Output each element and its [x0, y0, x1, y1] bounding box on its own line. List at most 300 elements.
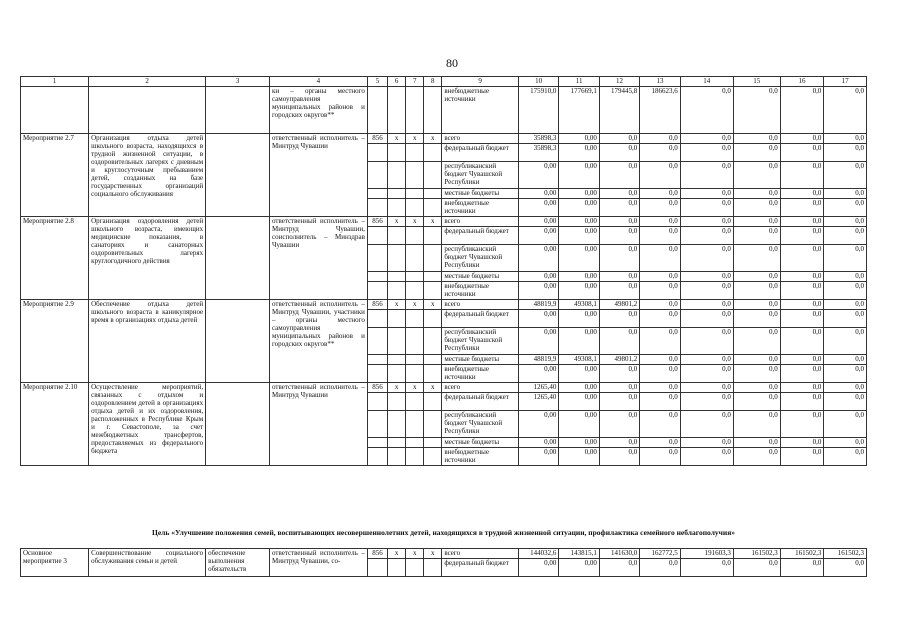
value-cell: 0,0 [824, 87, 867, 134]
table-cell [424, 245, 442, 272]
responsible-cell: ответственный исполнитель – Минтруд Чувашии, со- [269, 549, 367, 577]
value-cell: 0,0 [780, 448, 824, 466]
table-cell [206, 87, 270, 134]
value-cell: 0,0 [640, 144, 680, 162]
value-cell: 0,0 [824, 383, 867, 393]
value-cell: 0,0 [599, 199, 639, 217]
value-cell: 0,0 [824, 282, 867, 300]
code-cell: x [424, 300, 442, 310]
table-cell [388, 393, 406, 411]
value-cell: 0,0 [680, 383, 733, 393]
value-cell: 0,0 [733, 282, 780, 300]
value-cell: 0,0 [733, 162, 780, 189]
value-cell: 0,00 [518, 272, 558, 282]
source-cell: республиканский бюджет Чувашской Республики [442, 411, 519, 438]
responsible-cell: ответственный исполнитель – Минтруд Чувашии [269, 134, 367, 217]
responsible-cell: ответственный исполнитель – Минтруд Чувашии, участники – органы местного самоуправления муниципальных районов и городских округов** [269, 300, 367, 383]
value-cell: 0,0 [780, 189, 824, 199]
empty-cell [206, 300, 270, 383]
table-cell [367, 411, 387, 438]
value-cell: 0,0 [599, 383, 639, 393]
value-cell: 35898,3 [518, 134, 558, 144]
table-row [21, 300, 867, 310]
value-cell: 0,00 [518, 448, 558, 466]
value-cell: 0,0 [599, 245, 639, 272]
value-cell: 0,00 [559, 199, 599, 217]
header-cell: 4 [269, 77, 367, 87]
value-cell: 0,0 [824, 162, 867, 189]
table-cell [388, 328, 406, 355]
value-cell: 0,00 [559, 189, 599, 199]
program-table-continued [20, 548, 867, 577]
table-cell [406, 199, 424, 217]
value-cell: 0,0 [824, 438, 867, 448]
value-cell: 0,0 [680, 355, 733, 365]
table-cell [388, 365, 406, 383]
table-cell [388, 438, 406, 448]
source-cell: федеральный бюджет [442, 559, 519, 577]
value-cell: 0,00 [559, 438, 599, 448]
responsible-cell: ответственный исполнитель – Минтруд Чувашии [269, 383, 367, 466]
header-cell: 6 [388, 77, 406, 87]
header-cell: 7 [406, 77, 424, 87]
header-cell: 17 [824, 77, 867, 87]
empty-cell [206, 217, 270, 300]
value-cell: 0,0 [733, 559, 780, 577]
value-cell: 0,0 [599, 134, 639, 144]
value-cell: 0,0 [824, 245, 867, 272]
value-cell: 0,0 [640, 559, 680, 577]
value-cell: 0,0 [824, 272, 867, 282]
activity-id: Мероприятие 2.8 [21, 217, 89, 300]
table-cell [424, 438, 442, 448]
value-cell: 0,0 [733, 245, 780, 272]
empty-cell [206, 383, 270, 466]
value-cell: 49801,2 [599, 355, 639, 365]
value-cell: 0,0 [780, 559, 824, 577]
value-cell: 0,0 [733, 355, 780, 365]
source-cell: всего [442, 300, 519, 310]
value-cell: 0,0 [640, 245, 680, 272]
value-cell: 0,00 [518, 328, 558, 355]
activity-id: Мероприятие 2.10 [21, 383, 89, 466]
goal-heading: Цель «Улучшение положения семей, воспитывающих несовершеннолетних детей, находящихся в трудной жизненной ситуации, профилактика семейного неблагополучия» [151, 528, 736, 537]
code-cell: x [424, 134, 442, 144]
value-cell: 0,00 [518, 245, 558, 272]
table-cell [406, 328, 424, 355]
value-cell: 0,00 [518, 559, 558, 577]
value-cell: 0,0 [640, 282, 680, 300]
table-row [21, 549, 867, 559]
source-cell: местные бюджеты [442, 272, 519, 282]
source-cell: республиканский бюджет Чувашской Республики [442, 328, 519, 355]
value-cell: 0,0 [680, 282, 733, 300]
value-cell: 1265,40 [518, 393, 558, 411]
value-cell: 161502,3 [780, 549, 824, 559]
value-cell: 0,0 [733, 310, 780, 328]
value-cell: 0,0 [733, 365, 780, 383]
table-cell [406, 282, 424, 300]
source-cell: местные бюджеты [442, 189, 519, 199]
value-cell: 0,0 [824, 328, 867, 355]
value-cell: 0,0 [599, 272, 639, 282]
value-cell: 0,00 [518, 310, 558, 328]
value-cell: 0,0 [599, 162, 639, 189]
table-cell [367, 282, 387, 300]
value-cell: 0,0 [780, 310, 824, 328]
table-cell [406, 559, 424, 577]
source-cell: всего [442, 217, 519, 227]
activity-id: Мероприятие 2.9 [21, 300, 89, 383]
value-cell: 0,0 [599, 217, 639, 227]
value-cell: 0,0 [824, 227, 867, 245]
value-cell: 0,0 [599, 282, 639, 300]
value-cell: 0,0 [733, 144, 780, 162]
value-cell: 143815,1 [559, 549, 599, 559]
activity-id: Мероприятие 2.7 [21, 134, 89, 217]
table-cell [406, 448, 424, 466]
table-cell [424, 162, 442, 189]
source-cell: федеральный бюджет [442, 227, 519, 245]
table-cell [367, 272, 387, 282]
table-row [21, 87, 867, 134]
page-number: 80 [446, 56, 458, 70]
table-cell [424, 310, 442, 328]
value-cell: 0,0 [640, 411, 680, 438]
value-cell: 0,0 [680, 328, 733, 355]
value-cell: 49801,2 [599, 300, 639, 310]
source-cell: внебюджетные источники [442, 448, 519, 466]
value-cell: 0,0 [680, 162, 733, 189]
value-cell: 0,0 [824, 144, 867, 162]
value-cell: 0,00 [559, 217, 599, 227]
value-cell: 0,0 [680, 245, 733, 272]
value-cell: 48819,9 [518, 300, 558, 310]
value-cell: 161502,3 [824, 549, 867, 559]
value-cell: 0,0 [733, 411, 780, 438]
value-cell: 0,00 [559, 245, 599, 272]
activity-name: Совершенствование социального обслуживания семьи и детей [89, 549, 206, 577]
value-cell: 0,0 [599, 189, 639, 199]
value-cell: 0,0 [680, 227, 733, 245]
program-table [20, 76, 867, 466]
table-cell [388, 355, 406, 365]
table-cell [406, 365, 424, 383]
code-cell: 856 [367, 217, 387, 227]
value-cell: 0,0 [780, 365, 824, 383]
header-row [21, 77, 867, 87]
value-cell: 0,0 [780, 383, 824, 393]
value-cell: 0,0 [824, 199, 867, 217]
table-cell [367, 328, 387, 355]
header-cell: 11 [559, 77, 599, 87]
table-cell [424, 144, 442, 162]
value-cell: 0,0 [640, 393, 680, 411]
value-cell: 35898,3 [518, 144, 558, 162]
table-cell [388, 87, 406, 134]
source-cell: всего [442, 134, 519, 144]
value-cell: 0,00 [518, 282, 558, 300]
header-cell: 13 [640, 77, 680, 87]
header-cell: 16 [780, 77, 824, 87]
header-cell: 1 [21, 77, 89, 87]
value-cell: 0,00 [518, 365, 558, 383]
header-cell: 14 [680, 77, 733, 87]
value-cell: 0,0 [733, 189, 780, 199]
value-cell: 0,0 [780, 300, 824, 310]
table-cell [388, 411, 406, 438]
value-cell: 0,0 [680, 189, 733, 199]
source-cell: республиканский бюджет Чувашской Республики [442, 245, 519, 272]
value-cell: 0,0 [780, 411, 824, 438]
value-cell: 0,0 [599, 559, 639, 577]
value-cell: 0,0 [640, 272, 680, 282]
table-cell [89, 87, 206, 134]
table-cell [388, 245, 406, 272]
value-cell: 0,0 [599, 411, 639, 438]
value-cell: 0,0 [733, 393, 780, 411]
value-cell: 0,0 [599, 365, 639, 383]
source-cell: федеральный бюджет [442, 144, 519, 162]
value-cell: 141630,0 [599, 549, 639, 559]
table-row [21, 383, 867, 393]
value-cell: 0,0 [733, 87, 780, 134]
code-cell: x [406, 383, 424, 393]
source-cell: внебюджетные источники [442, 282, 519, 300]
table-row [21, 217, 867, 227]
table-row [21, 134, 867, 144]
responsible-cell: ответственный исполнитель – Минтруд Чувашии, соисполнитель – Минздрав Чувашии [269, 217, 367, 300]
header-cell: 5 [367, 77, 387, 87]
value-cell: 0,0 [680, 272, 733, 282]
value-cell: 0,0 [733, 438, 780, 448]
value-cell: 0,0 [680, 199, 733, 217]
value-cell: 0,0 [680, 134, 733, 144]
header-cell: 12 [599, 77, 639, 87]
table-cell [406, 355, 424, 365]
value-cell: 0,00 [518, 162, 558, 189]
table-cell [388, 559, 406, 577]
value-cell: 0,0 [780, 134, 824, 144]
code-cell: x [406, 549, 424, 559]
table-cell [367, 355, 387, 365]
table-cell [388, 227, 406, 245]
value-cell: 0,00 [518, 189, 558, 199]
value-cell: 0,00 [559, 134, 599, 144]
value-cell: 0,0 [640, 189, 680, 199]
table-cell [367, 559, 387, 577]
header-cell: 2 [89, 77, 206, 87]
source-cell: внебюджетные источники [442, 199, 519, 217]
value-cell: 0,0 [733, 272, 780, 282]
header-cell: 8 [424, 77, 442, 87]
source-cell: всего [442, 383, 519, 393]
table-cell [367, 245, 387, 272]
value-cell: 0,0 [599, 227, 639, 245]
header-cell: 15 [733, 77, 780, 87]
value-cell: 0,0 [680, 217, 733, 227]
value-cell: 0,0 [640, 199, 680, 217]
value-cell: 0,0 [640, 227, 680, 245]
table-cell [406, 87, 424, 134]
value-cell: 0,00 [518, 199, 558, 217]
value-cell: 0,0 [780, 272, 824, 282]
table-cell [424, 365, 442, 383]
table-cell [388, 199, 406, 217]
source-cell: внебюджетные источники [442, 87, 519, 134]
table-cell [424, 282, 442, 300]
code-cell: 856 [367, 300, 387, 310]
value-cell: 0,0 [640, 217, 680, 227]
value-cell: 0,0 [640, 162, 680, 189]
value-cell: 0,0 [780, 199, 824, 217]
value-cell: 144032,6 [518, 549, 558, 559]
objective-cell: обеспечение выполнения обязательств [206, 549, 270, 577]
table-cell [367, 162, 387, 189]
value-cell: 0,0 [824, 134, 867, 144]
table-cell [367, 87, 387, 134]
table-cell [388, 144, 406, 162]
activity-name: Организация оздоровления детей школьного возраста, имеющих медицинские показания, в санаториях и санаторных оздоровительных лагерях круглогодичного действия [89, 217, 206, 300]
source-cell: федеральный бюджет [442, 310, 519, 328]
table-cell [367, 227, 387, 245]
table-cell [406, 310, 424, 328]
source-cell: республиканский бюджет Чувашской Республики [442, 162, 519, 189]
value-cell: 0,0 [780, 438, 824, 448]
table-cell [424, 227, 442, 245]
table-cell [406, 245, 424, 272]
table-cell [424, 559, 442, 577]
table-cell [406, 162, 424, 189]
value-cell: 0,0 [733, 383, 780, 393]
table-cell [406, 411, 424, 438]
value-cell: 0,0 [780, 144, 824, 162]
value-cell: 0,0 [680, 300, 733, 310]
value-cell: 0,0 [780, 162, 824, 189]
value-cell: 0,0 [824, 559, 867, 577]
value-cell: 0,0 [680, 393, 733, 411]
value-cell: 162772,5 [640, 549, 680, 559]
table-cell [406, 272, 424, 282]
value-cell: 0,0 [640, 134, 680, 144]
table-cell [424, 393, 442, 411]
value-cell: 179445,8 [599, 87, 639, 134]
value-cell: 0,0 [824, 411, 867, 438]
code-cell: x [388, 383, 406, 393]
table-cell [388, 448, 406, 466]
activity-name: Осуществление мероприятий, связанных с отдыхом и оздоровлением детей в организациях отдыха детей и их оздоровления, расположенных в Республике Крым и г. Севастополе, за счет межбюджетных трансфертов, предоставляемых из федерального бюджета [89, 383, 206, 466]
value-cell: 0,00 [559, 448, 599, 466]
value-cell: 0,0 [824, 310, 867, 328]
source-cell: внебюджетные источники [442, 365, 519, 383]
table-cell [424, 87, 442, 134]
value-cell: 0,00 [518, 438, 558, 448]
code-cell: x [424, 217, 442, 227]
table-cell [406, 227, 424, 245]
value-cell: 0,0 [824, 355, 867, 365]
value-cell: 0,0 [640, 355, 680, 365]
table-cell [388, 272, 406, 282]
value-cell: 186623,6 [640, 87, 680, 134]
value-cell: 0,0 [640, 365, 680, 383]
table-cell [367, 310, 387, 328]
value-cell: 0,00 [559, 328, 599, 355]
value-cell: 0,0 [680, 559, 733, 577]
value-cell: 0,0 [733, 134, 780, 144]
value-cell: 0,0 [824, 365, 867, 383]
source-cell: федеральный бюджет [442, 393, 519, 411]
value-cell: 0,00 [559, 393, 599, 411]
value-cell: 0,0 [640, 448, 680, 466]
value-cell: 0,0 [780, 328, 824, 355]
table-cell [367, 199, 387, 217]
code-cell: 856 [367, 383, 387, 393]
value-cell: 0,0 [680, 310, 733, 328]
responsible-cell: ки – органы местного самоуправления муниципальных районов и городских округов** [269, 87, 367, 134]
table-cell [424, 411, 442, 438]
value-cell: 0,00 [518, 217, 558, 227]
table-cell [388, 162, 406, 189]
table-cell [424, 272, 442, 282]
value-cell: 0,00 [518, 411, 558, 438]
code-cell: x [424, 549, 442, 559]
value-cell: 0,0 [733, 448, 780, 466]
value-cell: 0,0 [824, 393, 867, 411]
value-cell: 0,00 [559, 144, 599, 162]
code-cell: x [406, 134, 424, 144]
code-cell: x [388, 549, 406, 559]
value-cell: 177669,1 [559, 87, 599, 134]
value-cell: 0,0 [680, 365, 733, 383]
value-cell: 49308,1 [559, 355, 599, 365]
table-cell [406, 144, 424, 162]
activity-id: Основное мероприятие 3 [21, 549, 89, 577]
table-cell [367, 189, 387, 199]
value-cell: 0,0 [680, 411, 733, 438]
code-cell: 856 [367, 549, 387, 559]
value-cell: 0,0 [824, 189, 867, 199]
header-cell: 10 [518, 77, 558, 87]
header-cell: 3 [206, 77, 270, 87]
value-cell: 0,00 [518, 227, 558, 245]
value-cell: 0,0 [680, 448, 733, 466]
value-cell: 0,0 [780, 217, 824, 227]
value-cell: 0,0 [780, 393, 824, 411]
code-cell: 856 [367, 134, 387, 144]
table-cell [367, 438, 387, 448]
value-cell: 0,00 [559, 272, 599, 282]
value-cell: 0,00 [559, 383, 599, 393]
code-cell: x [406, 217, 424, 227]
activity-name: Обеспечение отдыха детей школьного возраста в каникулярное время в организациях отдыха детей [89, 300, 206, 383]
value-cell: 0,0 [599, 393, 639, 411]
value-cell: 0,0 [824, 448, 867, 466]
code-cell: x [424, 383, 442, 393]
value-cell: 0,00 [559, 310, 599, 328]
table-cell [367, 365, 387, 383]
table-cell [424, 189, 442, 199]
table-cell [406, 438, 424, 448]
source-cell: всего [442, 549, 519, 559]
value-cell: 0,00 [559, 365, 599, 383]
table-cell [424, 355, 442, 365]
value-cell: 0,0 [640, 383, 680, 393]
value-cell: 0,0 [824, 217, 867, 227]
value-cell: 0,0 [780, 87, 824, 134]
value-cell: 0,00 [559, 162, 599, 189]
value-cell: 0,0 [680, 144, 733, 162]
table-cell [424, 199, 442, 217]
